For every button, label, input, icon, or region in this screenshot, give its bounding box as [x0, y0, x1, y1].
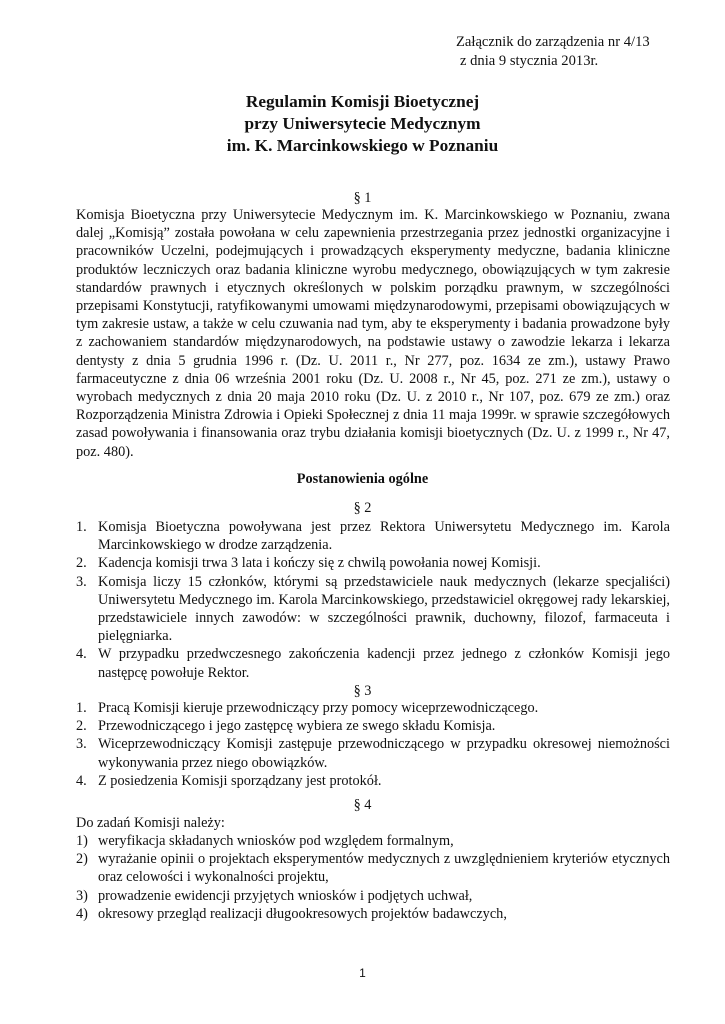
list-item: [76, 887, 670, 905]
item-number: 4): [76, 905, 88, 922]
document-title: [0, 91, 725, 157]
list-item: [76, 554, 670, 572]
list-item: [76, 735, 670, 771]
item-number: 1.: [76, 519, 87, 535]
item-text: prowadzenie ewidencji przyjętych wniosków i podjętych uchwał,: [98, 887, 473, 904]
title-line-3: im. K. Marcinkowskiego w Poznaniu: [226, 136, 499, 155]
section-4-list: [76, 832, 670, 923]
section-3-heading: § 3: [353, 683, 372, 699]
item-text: Wiceprzewodniczący Komisji zastępuje przewodniczącego w przypadku okresowej niemożności wykonywania przez niego obowiązków.: [98, 736, 670, 771]
title-line-1: Regulamin Komisji Bioetycznej: [245, 92, 480, 111]
section-4-intro: Do zadań Komisji należy:: [76, 815, 225, 831]
item-number: 2.: [76, 555, 87, 572]
section-4-heading: § 4: [353, 797, 372, 813]
list-item: [76, 699, 670, 717]
item-text: Pracą Komisji kieruje przewodniczący przy pomocy wiceprzewodniczącego.: [98, 700, 539, 716]
item-number: 4.: [76, 772, 87, 789]
list-item: [76, 905, 670, 923]
item-text: weryfikacja składanych wniosków pod względem formalnym,: [98, 833, 454, 849]
item-number: 3.: [76, 573, 87, 590]
item-text: Z posiedzenia Komisji sporządzany jest protokół.: [98, 772, 382, 789]
section-2-heading: § 2: [353, 500, 372, 516]
list-item: [76, 518, 670, 554]
list-item: [76, 832, 670, 850]
item-number: 1.: [76, 700, 87, 716]
section-1-heading: § 1: [353, 190, 372, 206]
item-number: 1): [76, 833, 88, 849]
list-item: [76, 573, 670, 646]
list-item: [76, 717, 670, 735]
item-text: okresowy przegląd realizacji długookresowych projektów badawczych,: [98, 905, 507, 922]
item-text: wyrażanie opinii o projektach eksperymentów medycznych z uwzględnieniem kryteriów etycznych oraz celowości i wykonalności projektu,: [98, 851, 670, 886]
item-text: Komisja liczy 15 członków, którymi są przedstawiciele nauk medycznych (lekarze specjaliści) Uniwersytetu Medycznego im. Karola Marcinkowskiego, przedstawiciel okręgowej rady lekarskiej, przedstawiciele innych zawodów: w szczególności prawnik, duchowny, filozof, farmaceuta i pielęgniarka.: [98, 573, 670, 645]
annex-note: [456, 33, 650, 71]
item-number: 3): [76, 887, 88, 904]
item-number: 2): [76, 851, 88, 868]
section-1-text: Komisja Bioetyczna przy Uniwersytecie Medycznym im. K. Marcinkowskiego w Poznaniu, zwana dalej „Komisją” została powołana w celu zapewnienia przestrzegania przez jednostki organizacyjne i pracowników Uczelni, podejmujących i prowadzących eksperymenty medyczne, badania kliniczne produktów leczniczych oraz badania kliniczne wyrobu medycznego, obowiązujących w tym zakresie standardów prawnych i etycznych określonych w polskim porządku prawnym, w szczególności przepisami Konstytucji, ratyfikowanymi umowami międzynarodowymi, przepisami obowiązujących w tym zakresie ustaw, a także w celu czuwania nad tym, aby te eksperymenty i badania prowadzone były z zachowaniem standardów międzynarodowych, na podstawie ustawy o zawodzie lekarza i lekarza dentysty z dnia 5 grudnia 1996 r. (Dz. U. 2011 r., Nr 277, poz. 1634 ze zm.), ustawy Prawo farmaceutyczne z dnia 06 września 2001 roku (Dz. U. 2008 r., Nr 45, poz. 271 ze zm.), ustawy o wyrobach medycznych z dnia 20 maja 2010 roku (Dz. U. z 2010 r., Nr 107, poz. 679 ze zm.) oraz Rozporządzenia Ministra Zdrowia i Opieki Społecznej z dnia 11 maja 1999r. w sprawie szczegółowych zasad powoływania i finansowania oraz trybu działania komisji bioetycznych (Dz. U. z 1999 r., Nr 47, poz. 480).: [76, 207, 670, 460]
item-text: Kadencja komisji trwa 3 lata i kończy się z chwilą powołania nowej Komisji.: [98, 555, 541, 572]
general-provisions-heading: Postanowienia ogólne: [296, 471, 429, 487]
annex-line-2: z dnia 9 stycznia 2013r.: [460, 53, 599, 69]
item-text: Komisja Bioetyczna powoływana jest przez Rektora Uniwersytetu Medycznego im. Karola Marcinkowskiego w drodze zarządzenia.: [98, 519, 670, 554]
annex-line-1: Załącznik do zarządzenia nr 4/13: [456, 34, 650, 50]
item-number: 2.: [76, 718, 87, 735]
list-item: [76, 772, 670, 790]
list-item: [76, 645, 670, 681]
item-text: Przewodniczącego i jego zastępcę wybiera ze swego składu Komisja.: [98, 718, 496, 735]
item-text: W przypadku przedwczesnego zakończenia kadencji przez jednego z członków Komisji jego następcę powołuje Rektor.: [98, 646, 670, 681]
section-3-list: [76, 699, 670, 790]
list-item: [76, 850, 670, 886]
page-number: 1: [359, 966, 366, 980]
item-number: 3.: [76, 736, 87, 753]
section-2-list: [76, 518, 670, 682]
item-number: 4.: [76, 646, 87, 663]
title-line-2: przy Uniwersytecie Medycznym: [244, 114, 481, 133]
